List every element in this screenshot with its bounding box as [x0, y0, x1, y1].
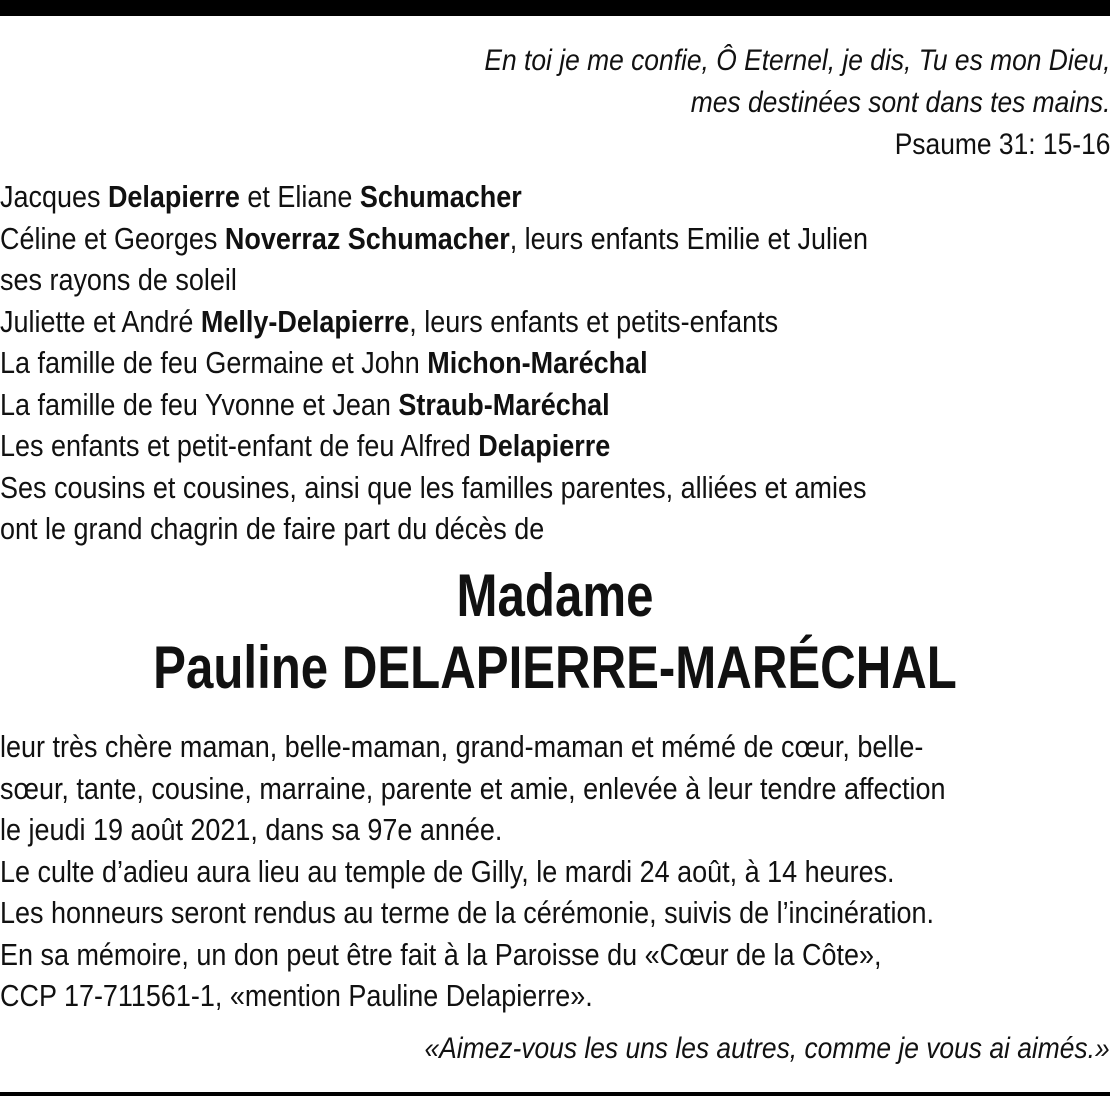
mourner-text: La famille de feu Yvonne et Jean: [0, 386, 399, 422]
mourner-text: Jacques: [0, 179, 108, 214]
bible-verse: [484, 40, 1110, 166]
verse-line-2: mes destinées sont dans tes mains.: [690, 86, 1110, 119]
announcement-body: [0, 726, 945, 1017]
body-line: sœur, tante, cousine, marraine, parente et amie, enlevée à leur tendre affection: [0, 770, 946, 806]
mourner-text: ses rayons de soleil: [0, 262, 237, 297]
body-line: le jeudi 19 août 2021, dans sa 97e année.: [0, 812, 503, 847]
mourner-text: Les enfants et petit-enfant de feu Alfred: [0, 428, 479, 463]
bottom-rule: [0, 1092, 1110, 1096]
mourner-surname: Straub-Maréchal: [398, 386, 610, 422]
deceased-name: Pauline DELAPIERRE-MARÉCHAL: [153, 634, 957, 701]
mourner-line: [0, 259, 868, 301]
mourner-line: [0, 384, 868, 426]
deceased-title: Madame: [456, 562, 654, 629]
mourner-line: [0, 425, 868, 467]
mourner-surname: Delapierre: [107, 179, 240, 214]
body-line: En sa mémoire, un don peut être fait à la Paroisse du «Cœur de la Côte»,: [0, 936, 882, 972]
mourner-text: Ses cousins et cousines, ainsi que les familles parentes, alliées et amies: [0, 469, 867, 505]
body-line: Les honneurs seront rendus au terme de la cérémonie, suivis de l’incinération.: [0, 895, 934, 930]
mourner-text: ont le grand chagrin de faire part du décès de: [0, 511, 545, 546]
body-line: Le culte d’adieu aura lieu au temple de Gilly, le mardi 24 août, à 14 heures.: [0, 853, 895, 889]
mourner-surname: Noverraz Schumacher: [224, 220, 510, 256]
mourner-surname: Michon-Maréchal: [427, 345, 648, 380]
mourner-text: Juliette et André: [0, 303, 201, 339]
closing-quote: «Aimez-vous les uns les autres, comme je vous ai aimés.»: [424, 1032, 1110, 1065]
body-line: CCP 17-711561-1, «mention Pauline Delapierre».: [0, 978, 593, 1013]
mourner-surname: Schumacher: [359, 179, 522, 214]
top-rule: [0, 0, 1110, 16]
mourner-text: et Eliane: [239, 179, 360, 214]
mourner-text: La famille de feu Germaine et John: [0, 345, 428, 380]
mourner-line: [0, 508, 868, 550]
mourner-surname: Melly-Delapierre: [200, 303, 410, 339]
mourner-surname: Delapierre: [478, 428, 611, 463]
verse-line-1: En toi je me confie, Ô Eternel, je dis, Tu es mon Dieu,: [483, 44, 1110, 77]
mourners-list: [0, 176, 868, 550]
mourner-text: Céline et Georges: [0, 220, 225, 256]
mourner-line: [0, 176, 868, 218]
verse-reference: Psaume 31: 15-16: [894, 128, 1110, 161]
mourner-text: , leurs enfants Emilie et Julien: [509, 220, 868, 256]
body-line: leur très chère maman, belle-maman, grand-maman et mémé de cœur, belle-: [0, 729, 924, 764]
deceased-heading: [0, 560, 1110, 704]
mourner-line: [0, 218, 868, 260]
mourner-line: [0, 467, 868, 509]
mourner-line: [0, 342, 868, 384]
mourner-text: , leurs enfants et petits-enfants: [409, 303, 779, 339]
mourner-line: [0, 301, 868, 343]
